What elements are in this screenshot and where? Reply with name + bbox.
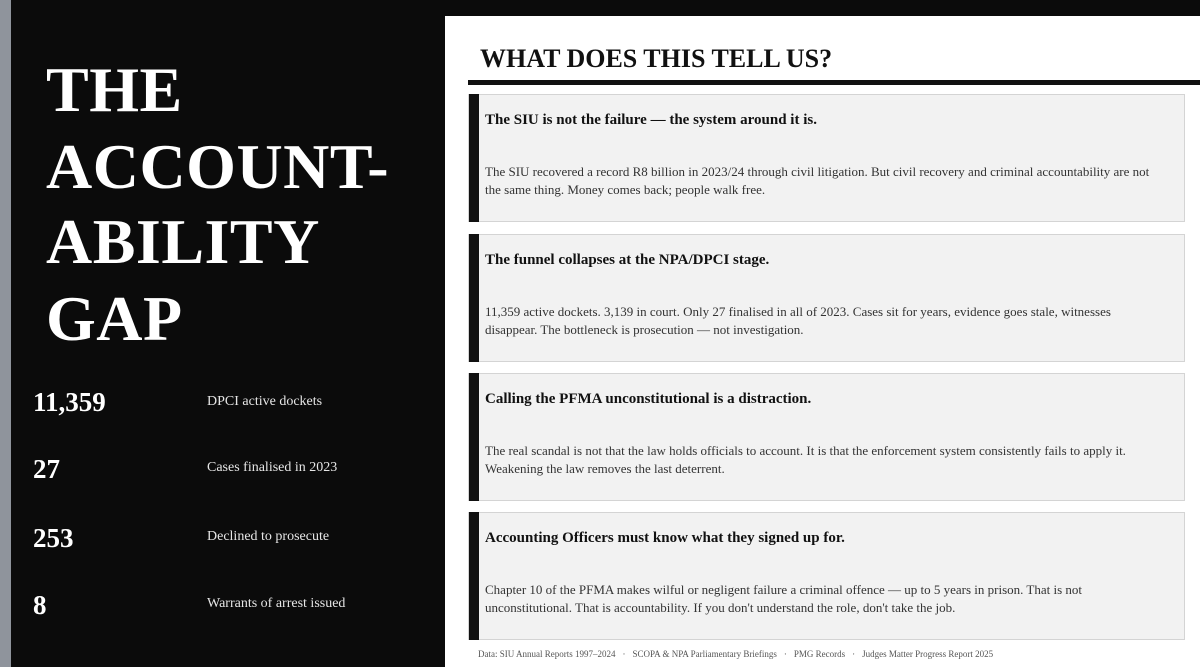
card-body: The real scandal is not that the law holds officials to account. It is that the enforcement system consistently fails to apply it. Weakening the law removes the last deterrent. — [485, 443, 1126, 476]
card-body: Chapter 10 of the PFMA makes wilful or negligent failure a criminal offence — up to 5 years in prison. That is not unconstitutional. That is accountability. If you don't understand the role, don't take the job. — [485, 582, 1083, 615]
card-title: The SIU is not the failure — the system around it is. — [485, 112, 817, 128]
card-body: The SIU recovered a record R8 billion in 2023/24 through civil litigation. But civil recovery and criminal accountability are not the same thing. Money comes back; people walk free. — [485, 164, 1150, 197]
title-line-1: THE — [46, 54, 183, 125]
title-line-3: ABILITY — [46, 206, 320, 277]
stat-value-warrants: 8 — [33, 590, 47, 620]
card-accent-bar — [469, 94, 479, 222]
card-accent-bar — [469, 512, 479, 640]
stat-value-declined: 253 — [33, 523, 74, 553]
sources-footnote — [478, 649, 993, 659]
heading-divider — [468, 80, 1200, 85]
stat-label-finalised: Cases finalised in 2023 — [207, 460, 338, 475]
source-separator: · — [783, 649, 787, 659]
left-panel — [11, 0, 445, 667]
source-judges-matter: Judges Matter Progress Report 2025 — [862, 649, 994, 659]
card-accent-bar — [469, 373, 479, 501]
card-body: 11,359 active dockets. 3,139 in court. Only 27 finalised in all of 2023. Cases sit for years, evidence goes stale, witnesses disappear. The bottleneck is prosecution — not investigation. — [485, 304, 1111, 337]
card-title: Accounting Officers must know what they signed up for. — [485, 530, 845, 546]
insight-card-1 — [468, 94, 1185, 222]
insight-card-2 — [468, 234, 1185, 362]
section-heading: WHAT DOES THIS TELL US? — [480, 44, 833, 73]
source-pmg: PMG Records — [793, 649, 846, 659]
stat-label-declined: Declined to prosecute — [207, 529, 330, 544]
card-title: The funnel collapses at the NPA/DPCI stage. — [485, 252, 770, 268]
card-title: Calling the PFMA unconstitutional is a distraction. — [485, 391, 812, 407]
insight-card-3 — [468, 373, 1185, 501]
stat-value-finalised: 27 — [33, 454, 60, 484]
insight-card-4 — [468, 512, 1185, 640]
left-edge-strip — [0, 0, 11, 667]
source-separator: · — [852, 649, 856, 659]
source-siu-reports: Data: SIU Annual Reports 1997–2024 — [478, 649, 616, 659]
title-line-4: GAP — [46, 283, 183, 354]
right-panel — [445, 16, 1200, 667]
stat-label-dockets: DPCI active dockets — [207, 394, 323, 409]
source-scopa-npa: SCOPA & NPA Parliamentary Briefings — [632, 649, 777, 659]
stat-value-dockets: 11,359 — [33, 387, 106, 417]
stat-label-warrants: Warrants of arrest issued — [207, 596, 346, 611]
source-separator: · — [622, 649, 626, 659]
card-accent-bar — [469, 234, 479, 362]
title-line-2: ACCOUNT- — [46, 131, 389, 202]
